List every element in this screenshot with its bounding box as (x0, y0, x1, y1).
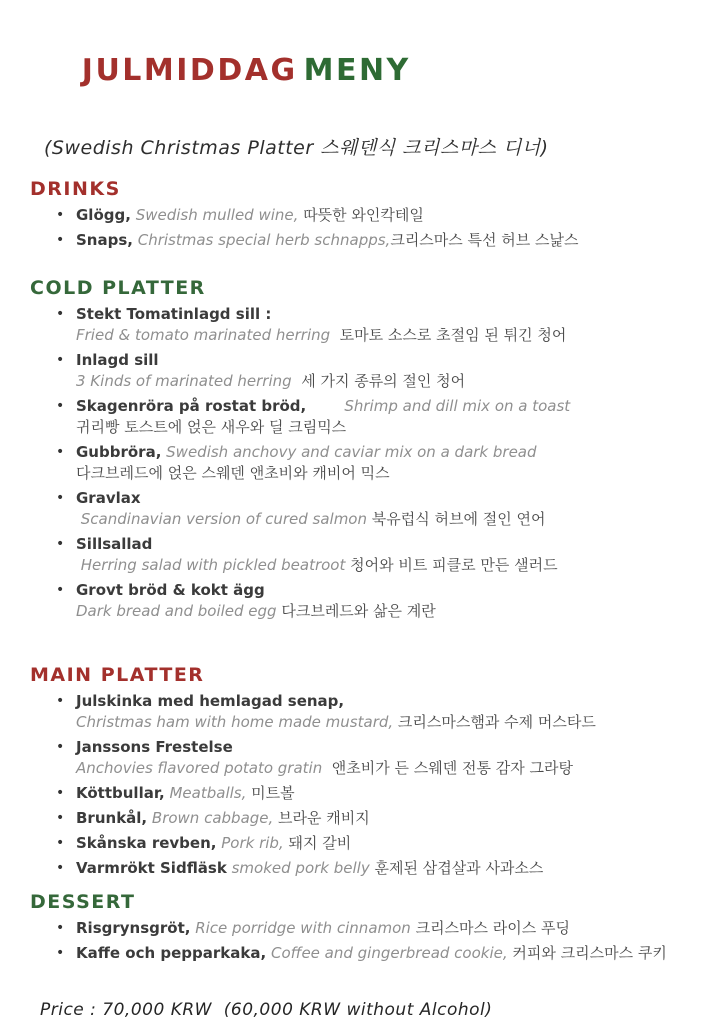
text-kr: 토마토 소스로 초절임 된 튀긴 청어 (330, 326, 567, 344)
text-desc: Shrimp and dill mix on a toast (306, 397, 571, 415)
text-kr: 커피와 크리스마스 쿠키 (507, 944, 667, 962)
text-name: Inlagd sill (76, 351, 159, 369)
text-desc: Coffee and gingerbread cookie, (266, 944, 508, 962)
text-desc: 3 Kinds of marinated herring (76, 372, 292, 390)
text-desc: Swedish mulled wine, (130, 206, 299, 224)
text-name: Grovt bröd & kokt ägg (76, 581, 265, 599)
section-heading: DRINKS (30, 178, 121, 200)
text-desc: Christmas special herb schnapps, (132, 231, 391, 249)
menu-item-subline (30, 712, 702, 733)
text-name: Gubbröra, (76, 443, 162, 461)
menu-item-subline (30, 555, 702, 576)
menu-item-subline (30, 463, 702, 484)
bullet-icon: • (56, 945, 65, 961)
menu-section (30, 178, 702, 251)
text-desc: Fried & tomato marinated herring (76, 326, 331, 344)
text-name: Julskinka med hemlagad senap, (76, 692, 345, 710)
text-kr: 돼지 갈비 (283, 834, 352, 852)
menu-item (30, 918, 702, 939)
bullet-icon: • (56, 398, 65, 414)
menu-item (30, 350, 702, 392)
text-kr: 크리스마스 특선 허브 스낥스 (390, 231, 579, 249)
text-desc: smoked pork belly (226, 859, 370, 877)
text-name: Sillsallad (76, 535, 153, 553)
menu-item-line (30, 833, 702, 854)
menu-item (30, 943, 702, 964)
text-name: Brunkål, (76, 809, 148, 827)
menu-item-line (30, 350, 702, 371)
menu-item-line (30, 442, 702, 463)
text-kr: 크리스마스 라이스 푸딩 (410, 919, 571, 937)
text-desc: Pork rib, (216, 834, 284, 852)
text-kr: 다크브레드와 삶은 계란 (276, 602, 436, 620)
menu-item-line (30, 691, 702, 712)
menu-item-subline (30, 371, 702, 392)
menu-section (30, 664, 702, 879)
menu-item-line (30, 737, 702, 758)
menu-item (30, 304, 702, 346)
text-name: Varmrökt Sidfläsk (76, 859, 227, 877)
text-desc: Rice porridge with cinnamon (190, 919, 411, 937)
menu-item (30, 205, 702, 226)
menu-item (30, 858, 702, 879)
bullet-icon: • (56, 860, 65, 876)
text-name: Glögg, (76, 206, 131, 224)
menu-item-subline (30, 509, 702, 530)
menu-item-line (30, 488, 702, 509)
text-name: Kaffe och pepparkaka, (76, 944, 267, 962)
bullet-icon: • (56, 536, 65, 552)
menu-item (30, 442, 702, 484)
price-line: Price : 70,000 KRW (60,000 KRW without Alcohol) (40, 1000, 493, 1020)
text-name: Snaps, (76, 231, 133, 249)
menu-item (30, 230, 702, 251)
menu-item-line (30, 808, 702, 829)
text-kr: 북유럽식 허브에 절인 연어 (367, 510, 546, 528)
text-desc: Herring salad with pickled beatroot (76, 556, 346, 574)
menu-item-line (30, 304, 702, 325)
menu-item-line (30, 783, 702, 804)
text-kr: 훈제된 삼겹살과 사과소스 (369, 859, 544, 877)
section-heading: COLD PLATTER (30, 277, 206, 299)
text-kr: 브라운 캐비지 (273, 809, 370, 827)
menu-item (30, 488, 702, 530)
bullet-icon: • (56, 785, 65, 801)
page-title (30, 14, 702, 128)
menu-item-line (30, 580, 702, 601)
text-kr: 앤초비가 든 스웨덴 전통 감자 그라탕 (322, 759, 573, 777)
menu-item-line (30, 858, 702, 879)
menu-item (30, 833, 702, 854)
menu-item-subline (30, 325, 702, 346)
menu-item-line (30, 534, 702, 555)
menu-item (30, 534, 702, 576)
text-desc: Anchovies flavored potato gratin (76, 759, 323, 777)
bullet-icon: • (56, 810, 65, 826)
text-name: Janssons Frestelse (76, 738, 233, 756)
menu-item (30, 783, 702, 804)
text-kr: 다크브레드에 얹은 스웨덴 앤초비와 캐비어 믹스 (76, 464, 390, 482)
bullet-icon: • (56, 693, 65, 709)
menu-sections (30, 178, 702, 964)
bullet-icon: • (56, 582, 65, 598)
subtitle: (Swedish Christmas Platter 스웨덴식 크리스마스 디너) (44, 137, 549, 159)
text-desc: Brown cabbage, (147, 809, 274, 827)
bullet-icon: • (56, 920, 65, 936)
text-name: Gravlax (76, 489, 141, 507)
menu-item (30, 396, 702, 438)
title-julmiddag: JULMIDDAG (81, 53, 298, 88)
bullet-icon: • (56, 232, 65, 248)
bullet-icon: • (56, 306, 65, 322)
text-name: Risgrynsgröt, (76, 919, 191, 937)
text-desc: Meatballs, (164, 784, 247, 802)
menu-item-line (30, 396, 702, 417)
menu-item (30, 691, 702, 733)
section-heading: MAIN PLATTER (30, 664, 205, 686)
menu-item-subline (30, 417, 702, 438)
text-desc: Dark bread and boiled egg (76, 602, 277, 620)
bullet-icon: • (56, 352, 65, 368)
menu-section (30, 891, 702, 964)
text-kr: 따뜻한 와인칵테일 (298, 206, 424, 224)
bullet-icon: • (56, 835, 65, 851)
text-desc: Scandinavian version of cured salmon (76, 510, 367, 528)
bullet-icon: • (56, 490, 65, 506)
text-kr: 미트볼 (246, 784, 295, 802)
menu-item (30, 580, 702, 622)
text-desc: Swedish anchovy and caviar mix on a dark bread (161, 443, 537, 461)
menu-item (30, 737, 702, 779)
bullet-icon: • (56, 207, 65, 223)
menu-item-line (30, 918, 702, 939)
section-heading: DESSERT (30, 891, 136, 913)
text-name: Skagenröra på rostat bröd, (76, 397, 307, 415)
menu-item-line (30, 205, 702, 226)
menu-item-subline (30, 758, 702, 779)
text-name: Köttbullar, (76, 784, 165, 802)
menu-item-line (30, 943, 702, 964)
text-kr: 청어와 비트 피클로 만든 샐러드 (345, 556, 558, 574)
menu-item (30, 808, 702, 829)
title-meny: MENY (303, 53, 411, 88)
text-kr: 크리스마스햄과 수제 머스타드 (393, 713, 596, 731)
menu-section (30, 277, 702, 622)
text-name: Stekt Tomatinlagd sill : (76, 305, 272, 323)
text-name: Skånska revben, (76, 834, 217, 852)
text-kr: 세 가지 종류의 절인 청어 (291, 372, 466, 390)
text-desc: Christmas ham with home made mustard, (76, 713, 394, 731)
menu-item-line (30, 230, 702, 251)
text-kr: 귀리빵 토스트에 얹은 새우와 딜 크림믹스 (76, 418, 347, 436)
bullet-icon: • (56, 444, 65, 460)
bullet-icon: • (56, 739, 65, 755)
menu-item-subline (30, 601, 702, 622)
